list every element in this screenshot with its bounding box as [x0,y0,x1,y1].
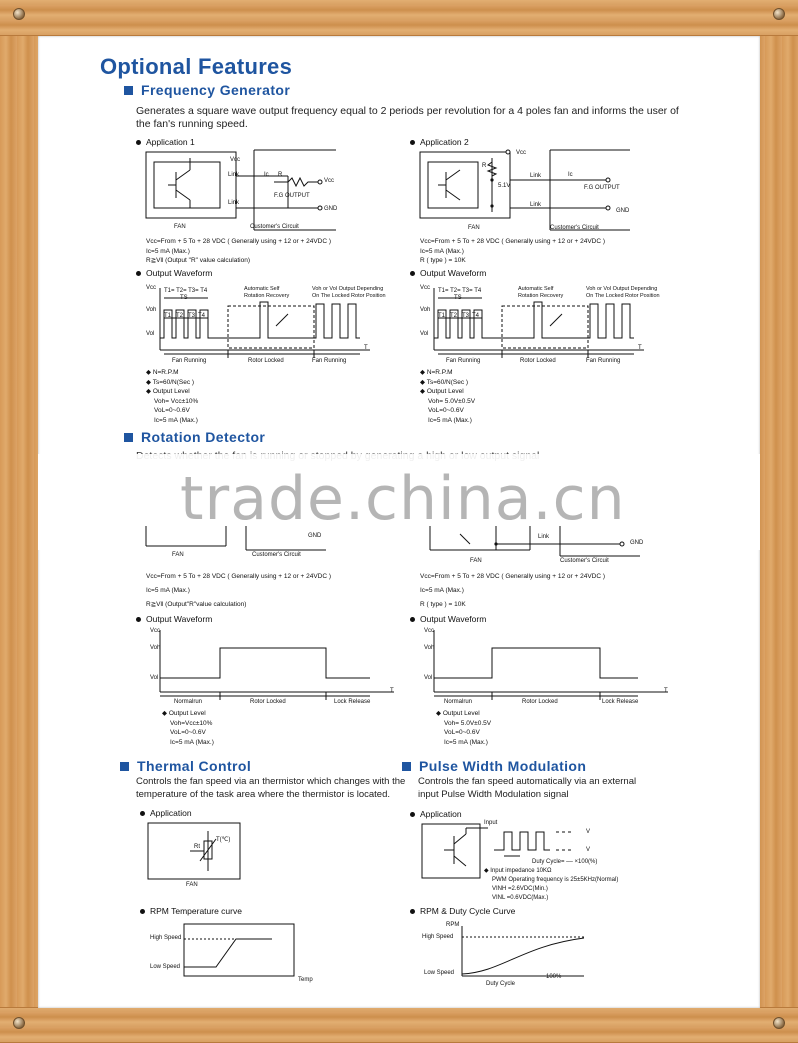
wave2-notes: ◆ N=R.P.M ◆ Ts=60/N(Sec ) ◆ Output Level Voh= 5.0V±0.5V VoL=0~0.6V Ic=5 mA (Max.) [420,369,476,424]
label-vol: Vol [146,331,155,337]
label-t4: T4 [198,313,206,319]
square-bullet-icon [402,762,411,771]
wave1-label: Output Waveform [136,268,212,278]
label-t-equal: T1= T2= T3= T4 [164,288,208,294]
rotation-levels-1: ◆ Output Level Voh=Vcc±10% VoL=0~0.6V Ic=5 mA (Max.) [162,710,214,746]
label-link: Link [228,172,240,178]
label-gnd: GND [324,206,338,212]
rotation-waveform-1 [148,628,398,708]
app1-circuit-diagram [146,148,376,232]
label-phase: Normalrun [444,699,473,705]
frame-top-bar [0,0,798,36]
label-t-equal: T1= T2= T3= T4 [438,288,482,294]
label-temp-axis: Temp [298,977,313,983]
label-t1: T1 [438,313,446,319]
label-phase: Lock Release [334,699,371,705]
label-phase: Rotor Locked [522,699,558,705]
label-r: R [482,163,487,169]
frequency-description: Generates a square wave output frequency equal to 2 periods per revolution for a 4 poles fan and informs the user of the fan's running speed. [136,105,679,130]
label-t1: T1 [164,313,172,319]
label-vcc: Vcc [150,628,161,634]
label-gnd: GND [630,540,644,546]
label-link: Link [228,200,240,206]
label-fan: FAN [186,882,198,888]
label-t-axis: T [364,345,368,351]
frame-bottom-bar [0,1007,798,1043]
rotation-circuit-2-fragment [420,526,650,558]
label-voh-vol-note: Voh or Vol Output Depending On The Locked Rotor Position [312,286,386,299]
label-t3: T3 [462,313,470,319]
label-fan: FAN [470,558,482,564]
wave1-notes: ◆ N=R.P.M ◆ Ts=60/N(Sec ) ◆ Output Level Voh= Vcc±10% VoL=0~0.6V Ic=5 mA (Max.) [146,369,199,424]
label-phase: Lock Release [602,699,639,705]
pwm-description: Controls the fan speed automatically via an external input Pulse Width Modulation signal [418,776,637,800]
label-customer-circuit: Customer's Circuit [550,225,599,231]
label-temperature: T(℃) [216,837,231,843]
label-auto-recovery: Automatic Self Rotation Recovery [244,286,290,299]
thermal-app-label: Application [140,808,192,818]
thermal-curve-label: RPM Temperature curve [140,906,242,916]
label-vinl: V [586,847,591,853]
rotation-notes-1: Vcc=From + 5 To + 28 VDC ( Generally using + 12 or + 24VDC ) Ic=5 mA (Max.) R≧Vll (Output"R"value calculation) [146,573,332,608]
label-phase: Rotor Locked [520,358,556,364]
label-ic: Ic [568,172,573,178]
thermal-description: Controls the fan speed via an thermistor which changes with the temperature of the task area where the thermistor is located. [136,776,406,800]
section-title-thermal: Thermal Control [120,758,251,774]
label-rpm: RPM [446,922,460,928]
label-phase: Fan Running [312,358,347,364]
label-duty-cycle-formula: Duty Cycle= –– ×100(%) [532,859,598,865]
label-voh: Voh [420,307,431,313]
square-bullet-icon [124,433,133,442]
label-t2: T2 [450,313,458,319]
label-link: Link [530,173,542,179]
label-voh: Voh [424,645,435,651]
section-title-pwm: Pulse Width Modulation [402,758,586,774]
label-phase: Normalrun [174,699,203,705]
app1-notes: Vcc=From + 5 To + 28 VDC ( Generally using + 12 or + 24VDC ) Ic=5 mA (Max.) R≧Vll (Output "R" value calculation) [146,238,332,264]
label-rt: Rt [194,844,200,850]
label-high-speed: High Speed [150,935,182,941]
pwm-app-label: Application [410,809,462,819]
label-high-speed: High Speed [422,934,454,940]
rotation-waveform-2 [422,628,672,708]
thermal-rpm-curve [184,924,314,980]
label-low-speed: Low Speed [424,970,455,976]
label-vol: Vol [420,331,429,337]
label-100-percent: 100% [546,974,562,980]
label-input: Input [484,820,498,826]
label-gnd: GND [616,208,630,214]
section-title-text: Frequency Generator [141,82,291,98]
label-t4: T4 [472,313,480,319]
app1-label: Application 1 [136,137,195,147]
rotation-wave2-label: Output Waveform [410,614,486,624]
app2-notes: Vcc=From + 5 To + 28 VDC ( Generally using + 12 or + 24VDC ) Ic=5 mA (Max.) R ( type ) = 10K [420,238,606,264]
label-customer-circuit: Customer's Circuit [250,224,299,230]
label-fan: FAN [174,224,186,230]
page-title: Optional Features [100,54,293,79]
label-t2: T2 [176,313,184,319]
app2-label: Application 2 [410,137,469,147]
label-vcc: Vcc [424,628,435,634]
label-phase: Rotor Locked [250,699,286,705]
label-vcc-out: Vcc [324,178,335,184]
watermark-text: trade.china.cn [180,464,626,534]
label-phase: Fan Running [586,358,621,364]
wave2-label: Output Waveform [410,268,486,278]
label-gnd: GND [308,533,322,539]
nail-icon [773,8,785,20]
label-low-speed: Low Speed [150,964,181,970]
label-ts: TS [454,295,462,301]
label-phase: Rotor Locked [248,358,284,364]
nail-icon [13,8,25,20]
label-ic: Ic [264,172,269,178]
rotation-wave1-label: Output Waveform [136,614,212,624]
rotation-levels-2: ◆ Output Level Voh= 5.0V±0.5V VoL=0~0.6V Ic=5 mA (Max.) [436,710,492,746]
label-t-axis: T [664,688,668,694]
label-vol: Vol [424,675,433,681]
pwm-notes: ◆ Input impedance 10KΩ PWM Operating frequency is 25±5KHz(Normal) VINH =2.6VDC(Min.) VINL =0.6VDC(Max.) [484,868,619,901]
section-title-rotation: Rotation Detector [124,429,265,445]
label-t-axis: T [390,688,394,694]
label-link: Link [530,202,542,208]
label-customer-circuit: Customer's Circuit [560,558,609,564]
square-bullet-icon [120,762,129,771]
thermal-circuit-diagram [148,821,248,881]
label-ts: TS [180,295,188,301]
label-voh-vol-note: Voh or Vol Output Depending On The Locked Rotor Position [586,286,660,299]
label-fan: FAN [172,552,184,558]
label-t-axis: T [638,345,642,351]
square-bullet-icon [124,86,133,95]
datasheet-page [38,36,760,1008]
label-fan: FAN [468,225,480,231]
label-phase: Fan Running [172,358,207,364]
nail-icon [13,1017,25,1029]
label-voh: Voh [150,645,161,651]
label-vinh: V [586,829,591,835]
label-vcc: Vcc [146,285,157,291]
label-fg-output: F.G OUTPUT [274,193,310,199]
label-link: Link [538,534,550,540]
label-vol: Vol [150,675,159,681]
label-customer-circuit: Customer's Circuit [252,552,301,558]
label-voh: Voh [146,307,157,313]
pwm-curve-label: RPM & Duty Cycle Curve [410,906,515,916]
rotation-notes-2: Vcc=From + 5 To + 28 VDC ( Generally using + 12 or + 24VDC ) Ic=5 mA (Max.) R ( type ) = 10K [420,573,606,608]
label-duty-axis: Duty Cycle [486,981,516,987]
label-zener: 5.1V [498,183,511,189]
label-vcc: Vcc [420,285,431,291]
label-t3: T3 [188,313,196,319]
label-auto-recovery: Automatic Self Rotation Recovery [518,286,564,299]
label-vcc: Vcc [516,150,527,156]
label-phase: Fan Running [446,358,481,364]
pwm-rpm-curve [462,926,592,980]
label-fg-output: F.G OUTPUT [584,185,620,191]
label-vcc: Vcc [230,157,241,163]
label-r: R [278,172,283,178]
section-title-frequency [124,82,290,98]
nail-icon [773,1017,785,1029]
